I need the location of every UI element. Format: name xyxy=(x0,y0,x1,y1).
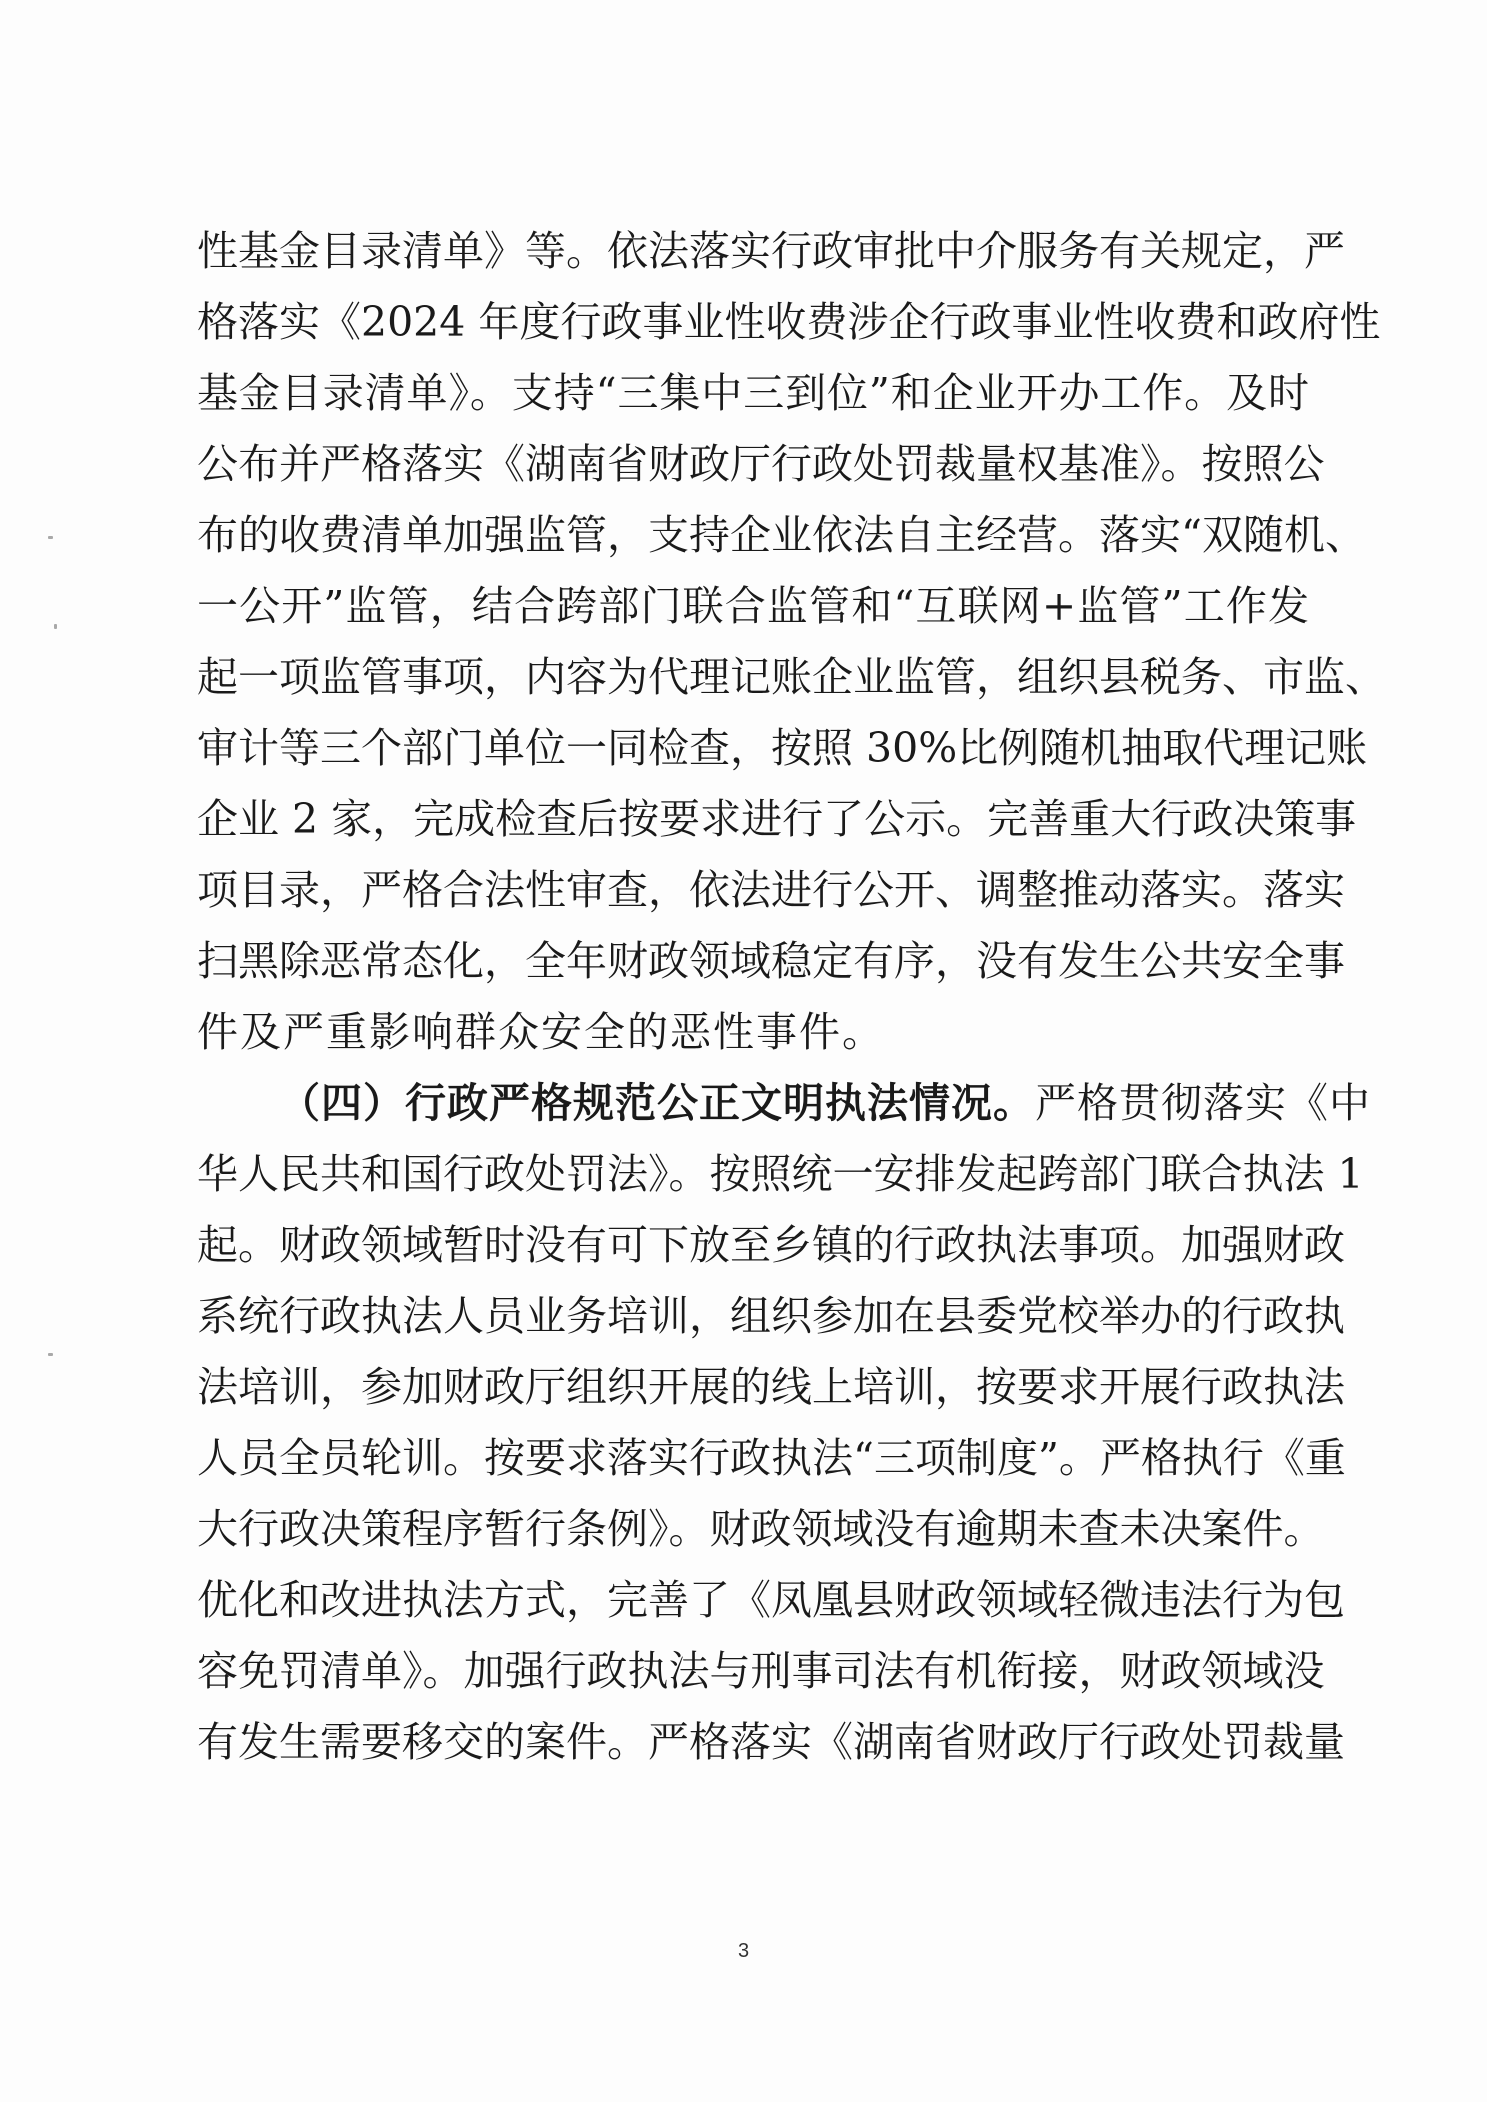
paragraph-line: 法培训，参加财政厅组织开展的线上培训，按要求开展行政执法 xyxy=(197,1363,1345,1411)
section-heading-rest: 严格贯彻落实《中 xyxy=(1035,1079,1371,1127)
scan-speck xyxy=(54,624,57,629)
paragraph-line: 起。财政领域暂时没有可下放至乡镇的行政执法事项。加强财政 xyxy=(197,1221,1345,1269)
paragraph-line: 企业 2 家，完成检查后按要求进行了公示。完善重大行政决策事 xyxy=(197,795,1357,843)
paragraph-line: 优化和改进执法方式，完善了《凤凰县财政领域轻微违法行为包 xyxy=(197,1576,1345,1624)
paragraph-line: 件及严重影响群众安全的恶性事件。 xyxy=(197,1008,885,1056)
paragraph-line: 起一项监管事项，内容为代理记账企业监管，组织县税务、市监、 xyxy=(197,653,1386,701)
paragraph-line: 扫黑除恶常态化，全年财政领域稳定有序，没有发生公共安全事 xyxy=(197,937,1345,985)
page-number: 3 xyxy=(737,1940,750,1962)
paragraph-line: 性基金目录清单》等。依法落实行政审批中介服务有关规定，严 xyxy=(197,227,1345,275)
paragraph-line: 容免罚清单》。加强行政执法与刑事司法有机衔接，财政领域没 xyxy=(197,1647,1325,1695)
paragraph-line: 基金目录清单》。支持“三集中三到位”和企业开办工作。及时 xyxy=(197,369,1309,417)
paragraph-line: 有发生需要移交的案件。严格落实《湖南省财政厅行政处罚裁量 xyxy=(197,1718,1345,1766)
paragraph-line: 格落实《2024 年度行政事业性收费涉企行政事业性收费和政府性 xyxy=(197,298,1381,346)
scan-speck xyxy=(48,536,53,539)
paragraph-line: 布的收费清单加强监管，支持企业依法自主经营。落实“双随机、 xyxy=(197,511,1366,559)
paragraph-line: 系统行政执法人员业务培训，组织参加在县委党校举办的行政执 xyxy=(197,1292,1345,1340)
section-heading: （四）行政严格规范公正文明执法情况。 xyxy=(279,1079,1035,1127)
paragraph-line: 项目录，严格合法性审查，依法进行公开、调整推动落实。落实 xyxy=(197,866,1345,914)
paragraph-line: 人员全员轮训。按要求落实行政执法“三项制度”。严格执行《重 xyxy=(197,1434,1346,1482)
paragraph-line: 大行政决策程序暂行条例》。财政领域没有逾期未查未决案件。 xyxy=(197,1505,1325,1553)
section-heading-line xyxy=(279,1074,1371,1132)
paragraph-line: 公布并严格落实《湖南省财政厅行政处罚裁量权基准》。按照公 xyxy=(197,440,1325,488)
scan-speck xyxy=(48,1353,53,1356)
paragraph-line: 华人民共和国行政处罚法》。按照统一安排发起跨部门联合执法 1 xyxy=(197,1150,1364,1198)
paragraph-line: 一公开”监管，结合跨部门联合监管和“互联网+监管”工作发 xyxy=(197,582,1309,630)
paragraph-line: 审计等三个部门单位一同检查，按照 30%比例随机抽取代理记账 xyxy=(197,724,1368,772)
